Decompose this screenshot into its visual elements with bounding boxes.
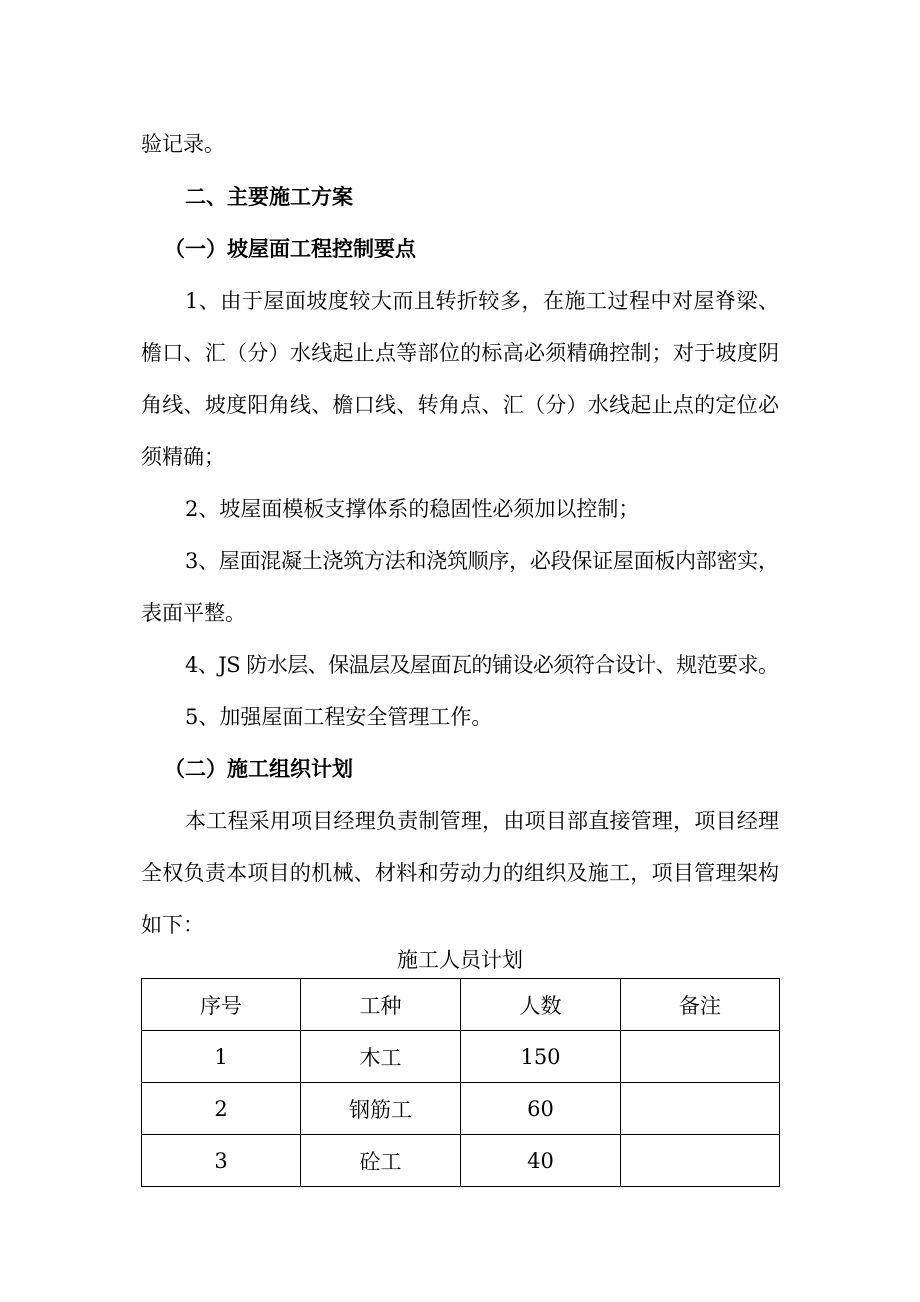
table-header-cell: 工种 — [301, 979, 461, 1031]
paragraph-line: 角线、坡度阳角线、檐口线、转角点、汇（分）水线起止点的定位必 — [141, 393, 780, 417]
table-cell — [621, 1135, 780, 1187]
table-cell: 木工 — [301, 1031, 461, 1083]
paragraph-line: 验记录。 — [141, 132, 225, 156]
staff-plan-table — [141, 978, 780, 1187]
table-cell: 150 — [461, 1031, 621, 1083]
table-cell: 砼工 — [301, 1135, 461, 1187]
paragraph-line: 如下： — [141, 913, 204, 937]
paragraph-line: 5、加强屋面工程安全管理工作。 — [185, 705, 493, 729]
paragraph-line: 2、坡屋面模板支撑体系的稳固性必须加以控制； — [185, 497, 640, 521]
table-row — [142, 1135, 780, 1187]
table-cell — [621, 1031, 780, 1083]
section-heading: 二、主要施工方案 — [185, 184, 353, 209]
paragraph-line: 1、由于屋面坡度较大而且转折较多，在施工过程中对屋脊梁、 — [185, 289, 780, 313]
table-cell: 40 — [461, 1135, 621, 1187]
paragraph-line: 4、JS 防水层、保温层及屋面瓦的铺设必须符合设计、规范要求。 — [185, 653, 779, 677]
table-cell: 2 — [142, 1083, 301, 1135]
paragraph-line: 全权负责本项目的机械、材料和劳动力的组织及施工，项目管理架构 — [141, 861, 780, 885]
table-cell: 1 — [142, 1031, 301, 1083]
paragraph-line: 表面平整。 — [141, 601, 246, 625]
section-heading: （一）坡屋面工程控制要点 — [164, 236, 416, 261]
table-header-cell: 备注 — [621, 979, 780, 1031]
table-cell: 钢筋工 — [301, 1083, 461, 1135]
table-caption: 施工人员计划 — [397, 948, 523, 972]
table-cell: 60 — [461, 1083, 621, 1135]
table-row — [142, 1031, 780, 1083]
paragraph-line: 3、屋面混凝土浇筑方法和浇筑顺序，必段保证屋面板内部密实， — [185, 549, 779, 573]
table-cell — [621, 1083, 780, 1135]
table-row — [142, 1083, 780, 1135]
paragraph-line: 檐口、汇（分）水线起止点等部位的标高必须精确控制；对于坡度阴 — [141, 341, 780, 365]
paragraph-line: 本工程采用项目经理负责制管理，由项目部直接管理，项目经理 — [185, 809, 780, 833]
table-header-cell: 序号 — [142, 979, 301, 1031]
table-header-cell: 人数 — [461, 979, 621, 1031]
section-heading: （二）施工组织计划 — [164, 756, 353, 781]
paragraph-line: 须精确； — [141, 445, 225, 469]
table-header-row — [142, 979, 780, 1031]
table-cell: 3 — [142, 1135, 301, 1187]
